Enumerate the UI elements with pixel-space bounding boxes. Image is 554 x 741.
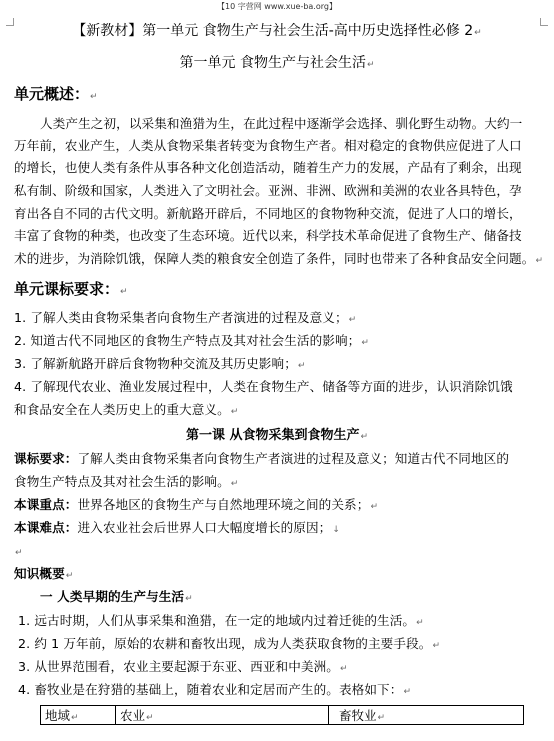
doc-title-line [0, 23, 554, 41]
table-header-cell [41, 706, 116, 725]
section1-item [18, 659, 542, 677]
requirement-item [14, 333, 542, 351]
lesson-title: 第一课 从食物采集到食物生产 [185, 428, 360, 443]
table-header-agriculture: 农业 [120, 708, 146, 723]
section1-item-text: 4. 畜牧业是在狩猎的基础上，随着农业和定居而产生的。表格如下： [18, 682, 403, 697]
overview-heading: 单元概述： [14, 85, 90, 103]
overview-line: 的增长，也使人类有条件从事各种文化创造活动，随着生产力的发展，产品有了剩余，出现 [14, 160, 522, 175]
paragraph-mark: ↵ [432, 641, 441, 651]
requirement-text: 3. 了解新航路开辟后食物物种交流及其历史影响； [14, 356, 297, 371]
paragraph-mark: ↵ [297, 361, 306, 371]
knowledge-heading: 知识概要 [14, 566, 65, 581]
paragraph-mark: ↵ [361, 338, 370, 348]
requirement-item [14, 310, 542, 328]
table-header-cell [329, 706, 524, 725]
section1-item-text: 2. 约 1 万年前，原始的农耕和畜牧出现，成为人类获取食物的主要手段。 [18, 636, 432, 651]
table-header-region: 地域 [45, 708, 71, 723]
requirement-text: 1. 了解人类由食物采集者向食物生产者演进的过程及意义； [14, 310, 348, 325]
requirement-text: 和食品安全在人类历史上的重大意义。 [14, 402, 230, 417]
watermark: 【10 字营网 www.xue-ba.org】 [217, 2, 337, 11]
unit-title-line [0, 55, 554, 73]
paragraph-mark: ↵ [339, 664, 348, 674]
overview-line: 育出各自不同的古代文明。新航路开辟后，不同地区的食物物种交流，促进了人口的增长， [14, 206, 522, 221]
section1-item-text: 3. 从世界范围看，农业主要起源于东亚、西亚和中美洲。 [18, 659, 339, 674]
requirements-heading-line [14, 281, 542, 300]
overview-line: 万年前，农业产生，人类从食物采集者转变为食物生产者。相对稳定的食物供应促进了人口 [14, 138, 522, 153]
requirements-heading: 单元课标要求： [14, 280, 120, 298]
empty-paragraph [14, 543, 542, 561]
requirement-item [14, 356, 542, 374]
paragraph-mark: ↵ [120, 287, 128, 297]
section1-title: 一 人类早期的生产与生活 [40, 589, 185, 604]
section1-item [18, 636, 542, 654]
standard-line-2 [14, 474, 542, 492]
paragraph-mark: ↵ [403, 687, 412, 697]
key-point-label: 本课重点： [14, 497, 78, 512]
difficult-point-line [14, 520, 542, 538]
difficult-point-label: 本课难点： [14, 520, 78, 535]
table-header-row [41, 706, 524, 725]
cell-mark: ↵ [146, 713, 154, 723]
requirement-text: 2. 知道古代不同地区的食物生产特点及其对社会生活的影响； [14, 333, 361, 348]
paragraph-mark: ↵ [90, 92, 98, 102]
cell-mark: ↵ [71, 713, 79, 723]
paragraph-mark: ↵ [370, 502, 379, 512]
paragraph-mark: ↵ [474, 28, 482, 38]
paragraph-mark: ↵ [348, 315, 357, 325]
requirement-item [14, 402, 542, 420]
standard-text: 了解人类由食物采集者向食物生产者演进的过程及意义；知道古代不同地区的 [77, 451, 510, 466]
paragraph-mark: ↵ [535, 256, 544, 266]
overview-line: 私有制、阶级和国家，人类进入了文明社会。亚洲、非洲、欧洲和美洲的农业各具特色，孕 [14, 183, 522, 198]
paragraph-mark: ↵ [416, 618, 424, 628]
paragraph-mark: ↵ [360, 432, 369, 442]
overview-line-text: 术的进步，为消除饥饿，保障人类的粮食安全创造了条件，同时也带来了各种食品安全问题。 [14, 251, 535, 266]
standard-text-2: 食物生产特点及其对社会生活的影响。 [14, 474, 230, 489]
requirement-item: 4. 了解现代农业、渔业发展过程中，人类在食物生产、储备等方面的进步，认识消除饥饿 [14, 379, 513, 394]
overview-line: 丰富了食物的种类，也改变了生态环境。近代以来，科学技术革命促进了食物生产、储备技 [14, 228, 522, 243]
paragraph-mark: ↵ [230, 407, 239, 417]
paragraph-mark: ↵ [65, 571, 74, 581]
table-header-cell [116, 706, 329, 725]
paragraph-mark: ↵ [185, 594, 193, 604]
section1-item [18, 682, 542, 700]
overview-heading-line [14, 86, 542, 105]
section1-item-text: 1. 远古时期，人们从事采集和渔猎，在一定的地域内过着迁徙的生活。 [18, 613, 416, 628]
section1-item [18, 613, 542, 631]
paragraph-mark: ↵ [15, 548, 23, 558]
difficult-point-text: 进入农业社会后世界人口大幅度增长的原因； [77, 520, 332, 535]
doc-title: 【新教材】第一单元 食物生产与社会生活-高中历史选择性必修 2 [72, 23, 474, 39]
food-production-table [40, 705, 524, 725]
section1-title-line [40, 589, 542, 607]
overview-line-last [14, 251, 542, 269]
line-break-mark: ↓ [332, 525, 340, 535]
cell-mark: ↵ [377, 713, 386, 723]
overview-line: 人类产生之初，以采集和渔猎为生，在此过程中逐渐学会选择、驯化野生动物。大约一 [40, 116, 523, 131]
paragraph-mark: ↵ [230, 479, 239, 489]
unit-title: 第一单元 食物生产与社会生活 [179, 55, 366, 71]
standard-line [14, 451, 542, 467]
key-point-text: 世界各地区的食物生产与自然地理环境之间的关系； [77, 497, 370, 512]
standard-label: 课标要求： [14, 451, 78, 466]
table-header-husbandry: 畜牧业 [339, 708, 377, 723]
paragraph-mark: ↵ [366, 60, 375, 70]
lesson-title-line [0, 428, 554, 445]
knowledge-heading-line [14, 566, 542, 584]
key-point-line [14, 497, 542, 515]
